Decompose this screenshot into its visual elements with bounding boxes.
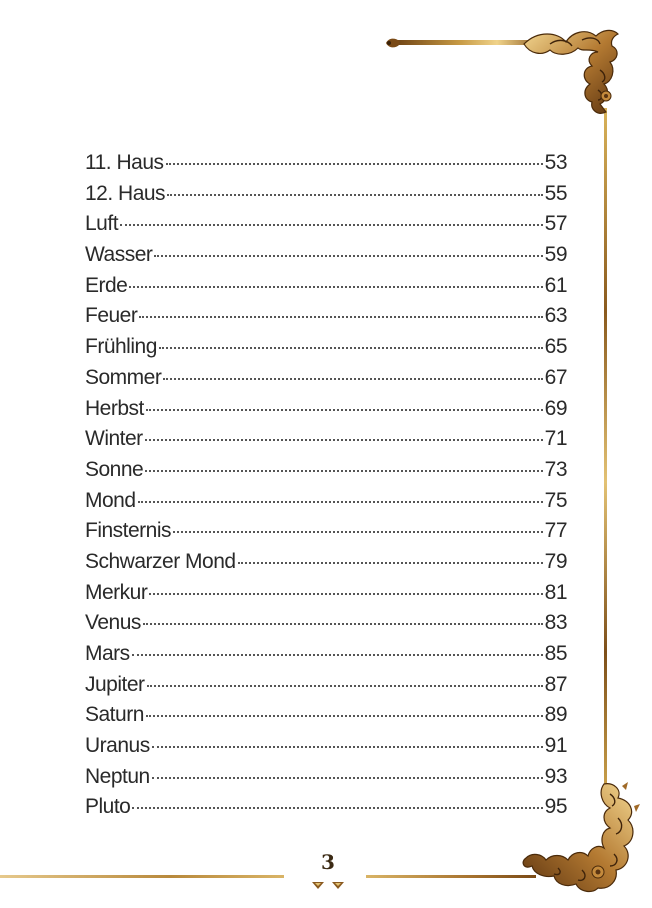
toc-entry-page: 95 (544, 795, 567, 819)
table-of-contents (85, 151, 567, 826)
toc-dot-leader (145, 470, 542, 472)
toc-entry-title: Winter (85, 427, 143, 451)
toc-entry-title: Jupiter (85, 672, 145, 696)
toc-dot-leader (173, 531, 543, 533)
toc-entry-title: Herbst (85, 396, 144, 420)
toc-dot-leader (146, 715, 543, 717)
toc-entry[interactable] (85, 642, 567, 673)
toc-entry-page: 75 (544, 488, 567, 512)
toc-dot-leader (238, 562, 543, 564)
toc-entry-page: 93 (544, 764, 567, 788)
toc-dot-leader (145, 439, 543, 441)
toc-entry[interactable] (85, 243, 567, 274)
toc-dot-leader (120, 224, 543, 226)
toc-entry[interactable] (85, 581, 567, 612)
toc-entry-page: 63 (544, 304, 567, 328)
toc-dot-leader (166, 163, 543, 165)
toc-entry[interactable] (85, 765, 567, 796)
toc-entry-title: 11. Haus (85, 151, 164, 174)
toc-entry-page: 85 (544, 642, 567, 665)
toc-entry-page: 59 (544, 243, 567, 267)
toc-entry-page: 81 (544, 580, 567, 604)
toc-entry[interactable] (85, 397, 567, 428)
toc-dot-leader (138, 501, 543, 503)
toc-entry-page: 65 (544, 335, 567, 359)
toc-entry-page: 57 (544, 212, 567, 236)
toc-dot-leader (149, 593, 542, 595)
toc-entry-title: Venus (85, 611, 141, 635)
toc-entry-title: Sonne (85, 457, 144, 481)
toc-entry-page: 67 (544, 365, 567, 389)
toc-dot-leader (152, 746, 543, 748)
toc-entry-title: Mond (85, 488, 136, 512)
toc-dot-leader (139, 316, 542, 318)
toc-entry-page: 87 (544, 672, 567, 696)
toc-entry-title: Finsternis (85, 519, 172, 543)
toc-entry[interactable] (85, 182, 567, 213)
toc-entry[interactable] (85, 274, 567, 305)
toc-dot-leader (167, 194, 543, 196)
toc-dot-leader (152, 777, 543, 779)
toc-entry[interactable] (85, 304, 567, 335)
toc-entry[interactable] (85, 212, 567, 243)
toc-entry[interactable] (85, 151, 567, 182)
toc-dot-leader (129, 286, 542, 288)
toc-entry-page: 53 (544, 151, 567, 174)
toc-dot-leader (132, 654, 543, 656)
toc-entry[interactable] (85, 458, 567, 489)
toc-entry[interactable] (85, 489, 567, 520)
toc-entry-page: 89 (544, 703, 567, 727)
toc-entry-page: 69 (544, 396, 567, 420)
toc-entry-page: 91 (544, 734, 567, 758)
toc-entry-title: 12. Haus (85, 181, 166, 205)
bar-tip-ornament (384, 36, 400, 50)
bottom-gold-line-left (0, 875, 284, 878)
toc-entry-title: Feuer (85, 304, 138, 328)
toc-entry-title: Luft (85, 212, 119, 236)
toc-entry-page: 55 (544, 181, 567, 205)
toc-entry-page: 79 (544, 549, 567, 573)
toc-dot-leader (147, 685, 543, 687)
page-number-ornament (311, 880, 345, 890)
toc-entry[interactable] (85, 366, 567, 397)
toc-dot-leader (146, 409, 543, 411)
toc-entry-page: 77 (544, 519, 567, 543)
toc-entry[interactable] (85, 550, 567, 581)
toc-entry[interactable] (85, 611, 567, 642)
toc-entry-title: Neptun (85, 764, 150, 788)
toc-entry-title: Saturn (85, 703, 144, 727)
toc-entry-title: Pluto (85, 795, 131, 819)
right-gold-border (604, 108, 607, 788)
toc-entry-title: Frühling (85, 335, 157, 359)
toc-entry[interactable] (85, 335, 567, 366)
toc-entry-page: 71 (544, 427, 567, 451)
toc-entry-title: Merkur (85, 580, 148, 604)
toc-entry-title: Sommer (85, 365, 162, 389)
top-right-corner-flourish (520, 26, 624, 118)
toc-entry[interactable] (85, 734, 567, 765)
toc-entry-page: 73 (544, 457, 567, 481)
toc-dot-leader (163, 378, 542, 380)
toc-entry-title: Wasser (85, 243, 153, 267)
bottom-gold-line-right (366, 875, 536, 878)
toc-entry[interactable] (85, 673, 567, 704)
toc-entry-page: 61 (544, 273, 567, 297)
toc-entry[interactable] (85, 519, 567, 550)
toc-dot-leader (143, 623, 543, 625)
page-number: 3 (321, 850, 335, 874)
toc-entry-title: Uranus (85, 734, 150, 758)
toc-entry-title: Schwarzer Mond (85, 549, 236, 573)
toc-entry-title: Erde (85, 273, 128, 297)
toc-entry[interactable] (85, 795, 567, 826)
toc-entry[interactable] (85, 703, 567, 734)
toc-dot-leader (154, 255, 542, 257)
toc-dot-leader (132, 807, 542, 809)
toc-entry-page: 83 (544, 611, 567, 635)
toc-entry[interactable] (85, 427, 567, 458)
toc-entry-title: Mars (85, 642, 130, 665)
toc-dot-leader (159, 347, 543, 349)
